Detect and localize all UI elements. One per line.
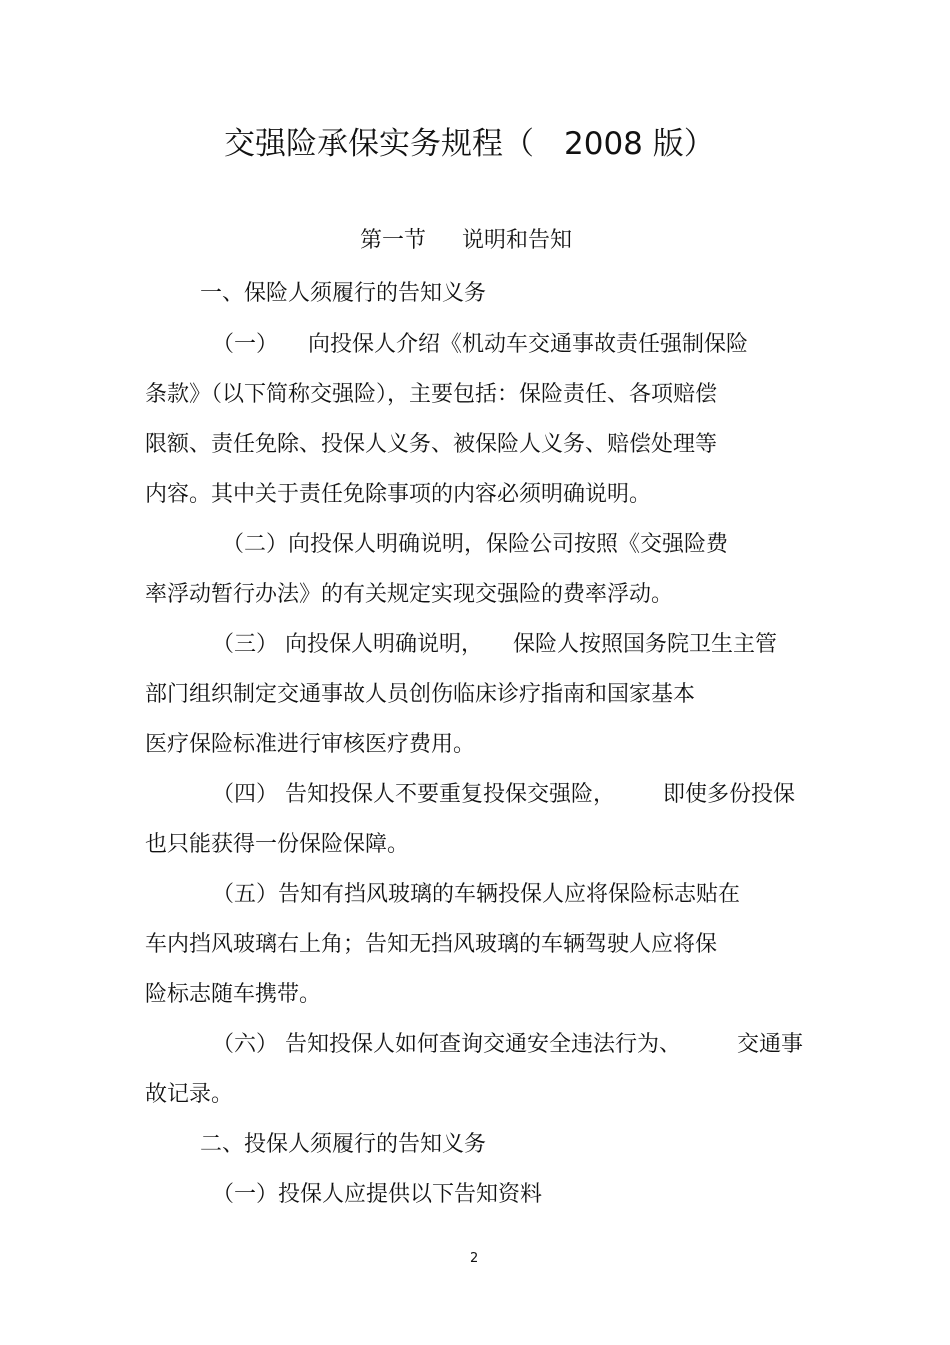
paragraph-1-line-3: 限额、责任免除、投保人义务、被保险人义务、赔偿处理等 xyxy=(145,432,718,457)
item-marker: （一） xyxy=(212,332,279,357)
paragraph-text: 向投保人介绍《机动车交通事故责任强制保险 xyxy=(308,332,749,357)
paragraph-3-line-2: 部门组织制定交通事故人员创伤临床诊疗指南和国家基本 xyxy=(145,682,696,707)
paragraph-5-line-2: 车内挡风玻璃右上角；告知无挡风玻璃的车辆驾驶人应将保 xyxy=(145,932,718,957)
title-year: 2008 版） xyxy=(564,126,715,162)
paragraph-1-line-1 xyxy=(212,330,748,360)
paragraph-text: （六） 告知投保人如何查询交通安全违法行为、 xyxy=(212,1032,681,1057)
paragraph-text: （四） 告知投保人不要重复投保交强险， xyxy=(212,782,615,807)
paragraph-5-line-3: 险标志随车携带。 xyxy=(145,982,322,1007)
paragraph-text: 保险人按照国务院卫生主管 xyxy=(513,632,778,657)
paragraph-4-line-1 xyxy=(212,780,795,810)
paragraph-1-line-4: 内容。其中关于责任免除事项的内容必须明确说明。 xyxy=(145,482,652,507)
paragraph-3-line-1 xyxy=(212,630,777,660)
document-title xyxy=(224,124,715,164)
paragraph-text: 交通事 xyxy=(737,1032,804,1057)
paragraph-2-line-1: （二）向投保人明确说明，保险公司按照《交强险费 xyxy=(222,532,729,557)
section-name: 说明和告知 xyxy=(462,228,573,253)
page-number: 2 xyxy=(470,1251,479,1266)
paragraph-2-line-2: 率浮动暂行办法》的有关规定实现交强险的费率浮动。 xyxy=(145,582,674,607)
paragraph-7-line-1: （一）投保人应提供以下告知资料 xyxy=(212,1182,543,1207)
heading-2: 二、投保人须履行的告知义务 xyxy=(200,1132,487,1157)
section-heading xyxy=(360,226,572,256)
paragraph-text: （三） 向投保人明确说明， xyxy=(212,632,483,657)
paragraph-6-line-1 xyxy=(212,1030,803,1060)
paragraph-1-line-2: 条款》（以下简称交强险），主要包括：保险责任、各项赔偿 xyxy=(145,382,718,407)
paragraph-text: 即使多份投保 xyxy=(663,782,796,807)
heading-1: 一、保险人须履行的告知义务 xyxy=(200,281,487,306)
paragraph-3-line-3: 医疗保险标准进行审核医疗费用。 xyxy=(145,732,476,757)
section-number: 第一节 xyxy=(360,228,427,253)
paragraph-6-line-2: 故记录。 xyxy=(145,1082,234,1107)
paragraph-5-line-1: （五）告知有挡风玻璃的车辆投保人应将保险标志贴在 xyxy=(212,882,741,907)
paragraph-4-line-2: 也只能获得一份保险保障。 xyxy=(145,832,410,857)
title-main: 交强险承保实务规程（ xyxy=(224,126,534,162)
